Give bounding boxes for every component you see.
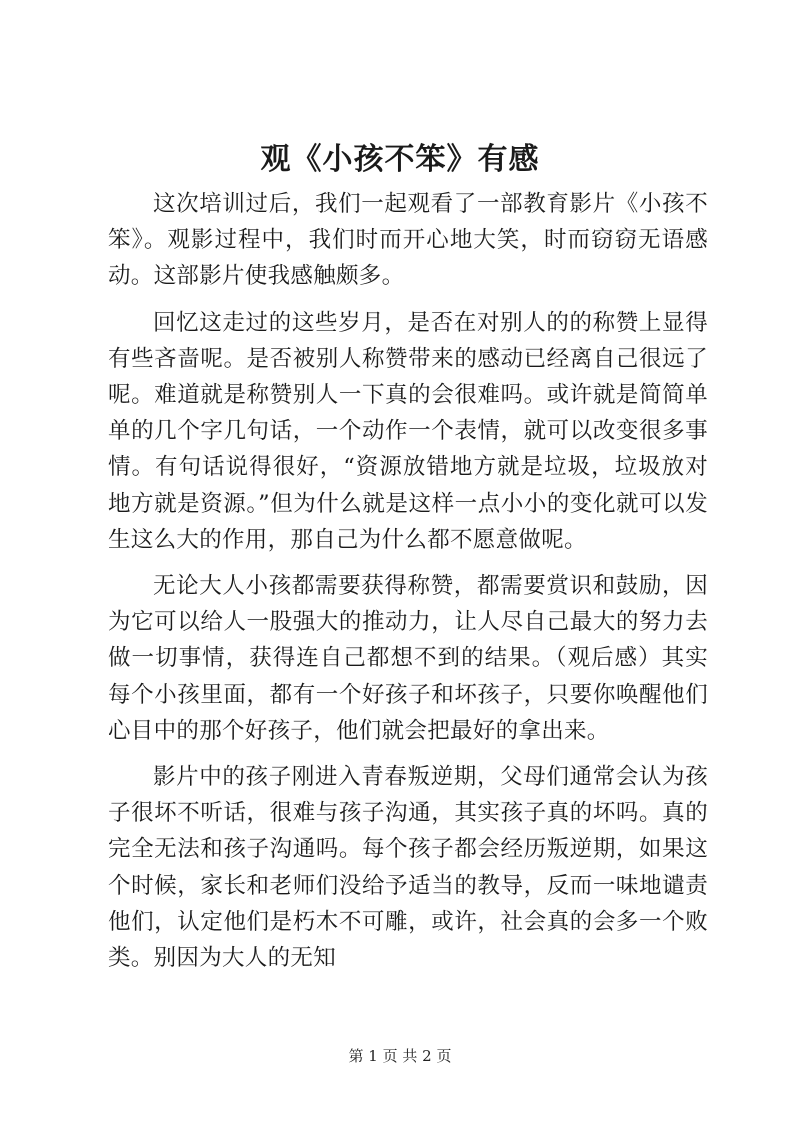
paragraph-2: 回忆这走过的这些岁月，是否在对别人的的称赞上显得有些吝啬呢。是否被别人称赞带来的感动已经离自己很远了呢。难道就是称赞别人一下真的会很难吗。或许就是简简单单的几个字几句话，一个动作一个表情，就可以改变很多事情。有句话说得很好，“资源放错地方就是垃圾，垃圾放对地方就是资源。”但为什么就是这样一点小小的变化就可以发生这么大的作用，那自己为什么都不愿意做呢。 [108,309,708,553]
paragraph-3: 无论大人小孩都需要获得称赞，都需要赏识和鼓励，因为它可以给人一股强大的推动力，让人尽自己最大的努力去做一切事情，获得连自己都想不到的结果。（观后感）其实每个小孩里面，都有一个好孩子和坏孩子，只要你唤醒他们心目中的那个好孩子，他们就会把最好的拿出来。 [108,573,708,744]
paragraph-4: 影片中的孩子刚进入青春叛逆期，父母们通常会认为孩子很坏不听话，很难与孩子沟通，其实孩子真的坏吗。真的完全无法和孩子沟通吗。每个孩子都会经历叛逆期，如果这个时候，家长和老师们没给予适当的教导，反而一味地谴责他们，认定他们是朽木不可雕，或许，社会真的会多一个败类。别因为大人的无知 [108,764,708,972]
document-title: 观《小孩不笨》有感 [260,142,540,177]
document-body [108,186,708,986]
page-footer: 第 1 页 共 2 页 [348,1047,452,1065]
paragraph-1: 这次培训过后，我们一起观看了一部教育影片《小孩不笨》。观影过程中，我们时而开心地大笑，时而窃窃无语感动。这部影片使我感触颇多。 [108,191,708,290]
